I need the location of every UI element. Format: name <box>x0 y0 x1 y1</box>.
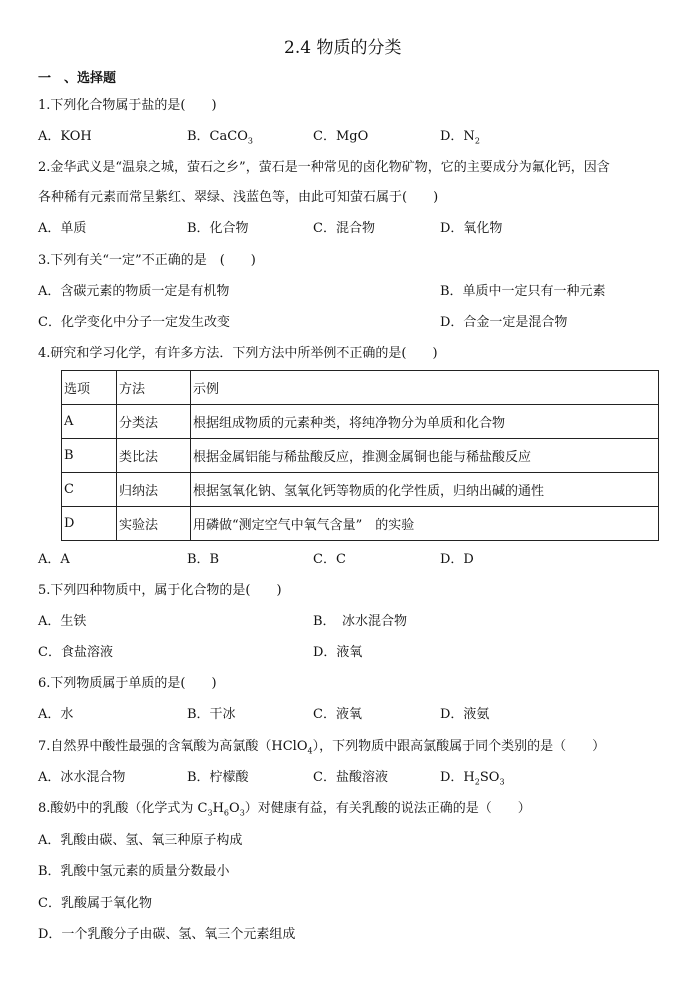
question-7-stem: 7.自然界中酸性最强的含氧酸为高氯酸（HClO$_4$），下列物质中跟高氯酸属于同个类别的是（ ） <box>38 739 606 756</box>
table-header-cell: 方法 <box>117 371 191 405</box>
q7-option-a: A．冰水混合物 <box>38 770 126 785</box>
q8-option-b: B．乳酸中氢元素的质量分数最小 <box>38 864 230 879</box>
question-3-stem: 3.下列有关“一定”不正确的是 ( ) <box>38 253 256 268</box>
question-4-stem: 4.研究和学习化学，有许多方法．下列方法中所举例不正确的是( ) <box>38 346 438 361</box>
table-row <box>62 405 659 439</box>
method-table <box>61 370 659 541</box>
q5-option-a: A．生铁 <box>38 614 87 629</box>
q4-option-b: B．B <box>187 552 220 567</box>
q8-option-a: A．乳酸由碳、氢、氧三种原子构成 <box>38 833 243 848</box>
table-cell: C <box>62 473 117 507</box>
q3-option-b: B．单质中一定只有一种元素 <box>440 284 606 299</box>
table-cell: B <box>62 439 117 473</box>
question-6-stem: 6.下列物质属于单质的是( ) <box>38 676 217 691</box>
q2-option-d: D．氧化物 <box>440 221 503 236</box>
section-heading: 一 、选择题 <box>38 71 117 86</box>
q6-option-d: D．液氨 <box>440 707 490 722</box>
table-cell: 用磷做“测定空气中氧气含量” 的实验 <box>191 507 659 541</box>
table-cell: 归纳法 <box>117 473 191 507</box>
q3-option-c: C．化学变化中分子一定发生改变 <box>38 315 230 330</box>
table-cell: 根据组成物质的元素种类，将纯净物分为单质和化合物 <box>191 405 659 439</box>
question-1-stem: 1.下列化合物属于盐的是( ) <box>38 98 217 113</box>
table-row <box>62 439 659 473</box>
table-cell: 根据氢氧化钠、氢氧化钙等物质的化学性质，归纳出碱的通性 <box>191 473 659 507</box>
question-8-stem: 8.酸奶中的乳酸（化学式为 $C_3H_6O_3$）对健康有益，有关乳酸的说法正确的是（ ） <box>38 801 531 818</box>
table-header-cell: 示例 <box>191 371 659 405</box>
table-cell: 实验法 <box>117 507 191 541</box>
q1-option-a: A．KOH <box>38 129 92 144</box>
q6-option-c: C．液氧 <box>313 707 362 722</box>
q6-option-b: B．干冰 <box>187 707 236 722</box>
q3-option-d: D．合金一定是混合物 <box>440 315 568 330</box>
q8-option-d: D．一个乳酸分子由碳、氢、氧三个元素组成 <box>38 927 296 942</box>
q4-option-c: C．C <box>313 552 346 567</box>
q2-option-c: C．混合物 <box>313 221 375 236</box>
table-cell: 类比法 <box>117 439 191 473</box>
q7-option-c: C．盐酸溶液 <box>313 770 388 785</box>
question-5-stem: 5.下列四种物质中，属于化合物的是( ) <box>38 583 282 598</box>
q4-option-a: A．A <box>38 552 70 567</box>
q7-option-d: D．$H_2SO_3$ <box>440 770 505 787</box>
table-row <box>62 507 659 541</box>
q3-option-a: A．含碳元素的物质一定是有机物 <box>38 284 230 299</box>
q1-option-c: C．MgO <box>313 129 369 144</box>
q2-option-a: A．单质 <box>38 221 87 236</box>
page-title: 2.4 物质的分类 <box>284 38 402 58</box>
table-header-cell: 选项 <box>62 371 117 405</box>
q1-option-b: B．CaCO$_3$ <box>187 129 253 146</box>
question-2-stem-line1: 2.金华武义是“温泉之城，萤石之乡”，萤石是一种常见的卤化物矿物，它的主要成分为氟化钙，因含 <box>38 160 610 175</box>
table-row <box>62 473 659 507</box>
table-cell: A <box>62 405 117 439</box>
q4-option-d: D．D <box>440 552 474 567</box>
table-header-row <box>62 371 659 405</box>
question-2-stem-line2: 各种稀有元素而常呈紫红、翠绿、浅蓝色等，由此可知萤石属于( ) <box>38 190 439 205</box>
q1-option-d: D．$N_2$ <box>440 129 480 146</box>
q5-option-d: D．液氧 <box>313 645 363 660</box>
q8-option-c: C．乳酸属于氧化物 <box>38 896 152 911</box>
q6-option-a: A．水 <box>38 707 74 722</box>
table-cell: 分类法 <box>117 405 191 439</box>
q7-option-b: B．柠檬酸 <box>187 770 249 785</box>
table-cell: D <box>62 507 117 541</box>
q5-option-c: C．食盐溶液 <box>38 645 113 660</box>
q5-option-b: B． 冰水混合物 <box>313 614 408 629</box>
table-cell: 根据金属铝能与稀盐酸反应，推测金属铜也能与稀盐酸反应 <box>191 439 659 473</box>
q2-option-b: B．化合物 <box>187 221 249 236</box>
